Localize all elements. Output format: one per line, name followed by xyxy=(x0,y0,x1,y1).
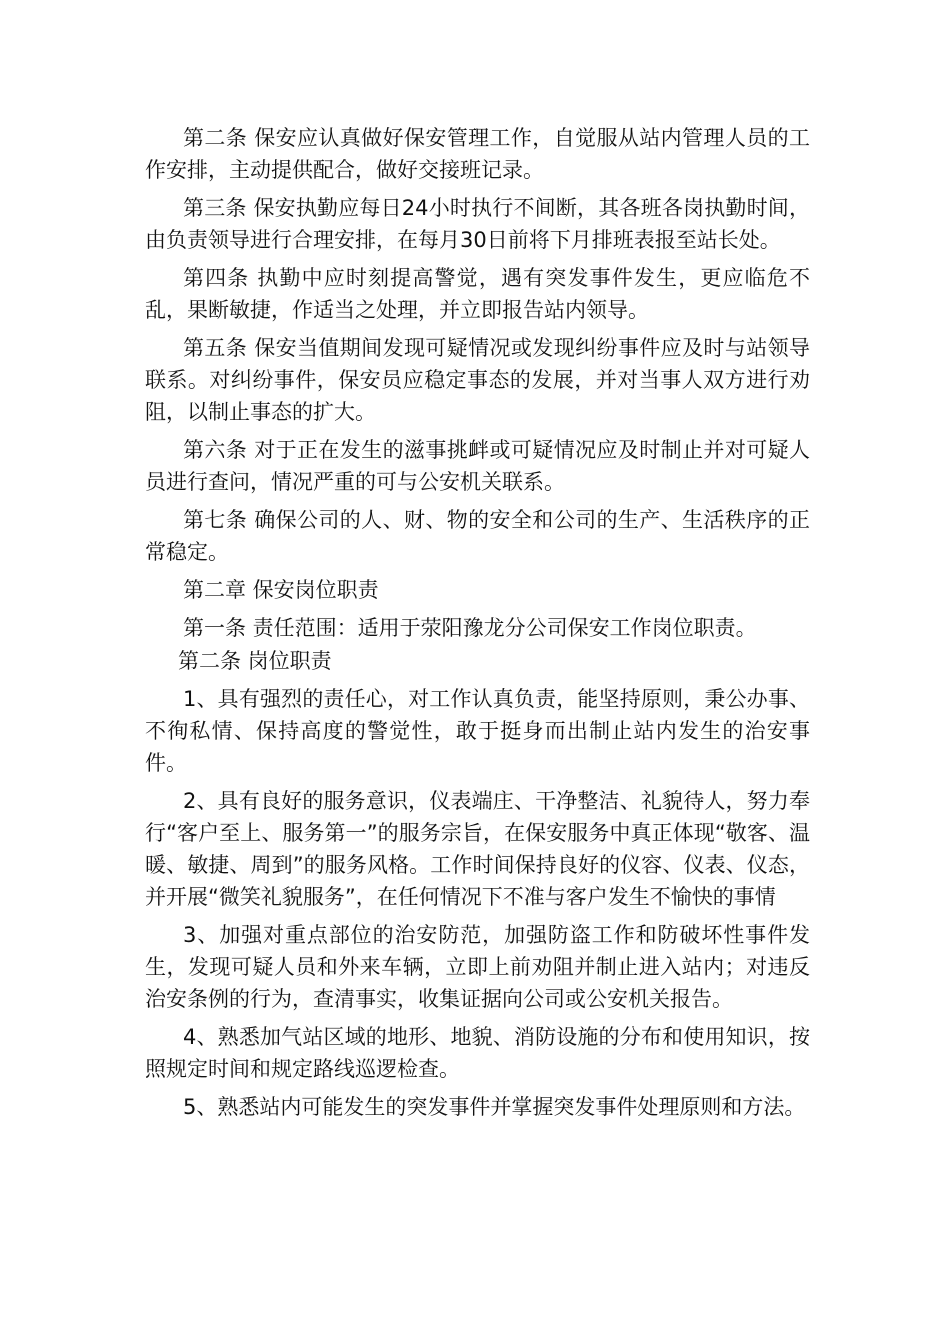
duty-item-5: 5、熟悉站内可能发生的突发事件并掌握突发事件处理原则和方法。 xyxy=(183,1095,806,1119)
article-3: 第三条 保安执勤应每日24小时执行不间断，其各班各岗执勤时间，由负责领导进行合理安排，在每月30日前将下月排班表报至站长处。 xyxy=(145,196,810,252)
duty-item-2: 2、具有良好的服务意识，仪表端庄、干净整洁、礼貌待人，努力奉行“客户至上、服务第一”的服务宗旨，在保安服务中真正体现“敬客、温暖、敏捷、周到”的服务风格。工作时间保持良好的仪容、仪表、仪态，并开展“微笑礼貌服务”，在任何情况下不准与客户发生不愉快的事情 xyxy=(145,789,810,909)
article-6: 第六条 对于正在发生的滋事挑衅或可疑情况应及时制止并对可疑人员进行查问，情况严重的可与公安机关联系。 xyxy=(145,438,810,494)
chapter2-article-2: 第二条 岗位职责 xyxy=(178,649,332,673)
chapter2-article-1: 第一条 责任范围：适用于荥阳豫龙分公司保安工作岗位职责。 xyxy=(183,616,757,640)
chapter-heading: 第二章 保安岗位职责 xyxy=(183,578,379,602)
article-2: 第二条 保安应认真做好保安管理工作，自觉服从站内管理人员的工作安排，主动提供配合，做好交接班记录。 xyxy=(145,126,810,182)
article-5: 第五条 保安当值期间发现可疑情况或发现纠纷事件应及时与站领导联系。对纠纷事件，保安员应稳定事态的发展，并对当事人双方进行劝阻，以制止事态的扩大。 xyxy=(145,336,810,424)
duty-item-3: 3、加强对重点部位的治安防范，加强防盗工作和防破坏性事件发生，发现可疑人员和外来车辆，立即上前劝阻并制止进入站内；对违反治安条例的行为，查清事实，收集证据向公司或公安机关报告。 xyxy=(145,923,810,1011)
article-4: 第四条 执勤中应时刻提高警觉，遇有突发事件发生，更应临危不乱，果断敏捷，作适当之处理，并立即报告站内领导。 xyxy=(145,266,810,322)
duty-item-4: 4、熟悉加气站区域的地形、地貌、消防设施的分布和使用知识，按照规定时间和规定路线巡逻检查。 xyxy=(145,1025,810,1081)
document-body xyxy=(145,122,810,1129)
article-7: 第七条 确保公司的人、财、物的安全和公司的生产、生活秩序的正常稳定。 xyxy=(145,508,810,564)
duty-item-1: 1、具有强烈的责任心，对工作认真负责，能坚持原则，秉公办事、不徇私情、保持高度的警觉性，敢于挺身而出制止站内发生的治安事件。 xyxy=(145,687,810,775)
